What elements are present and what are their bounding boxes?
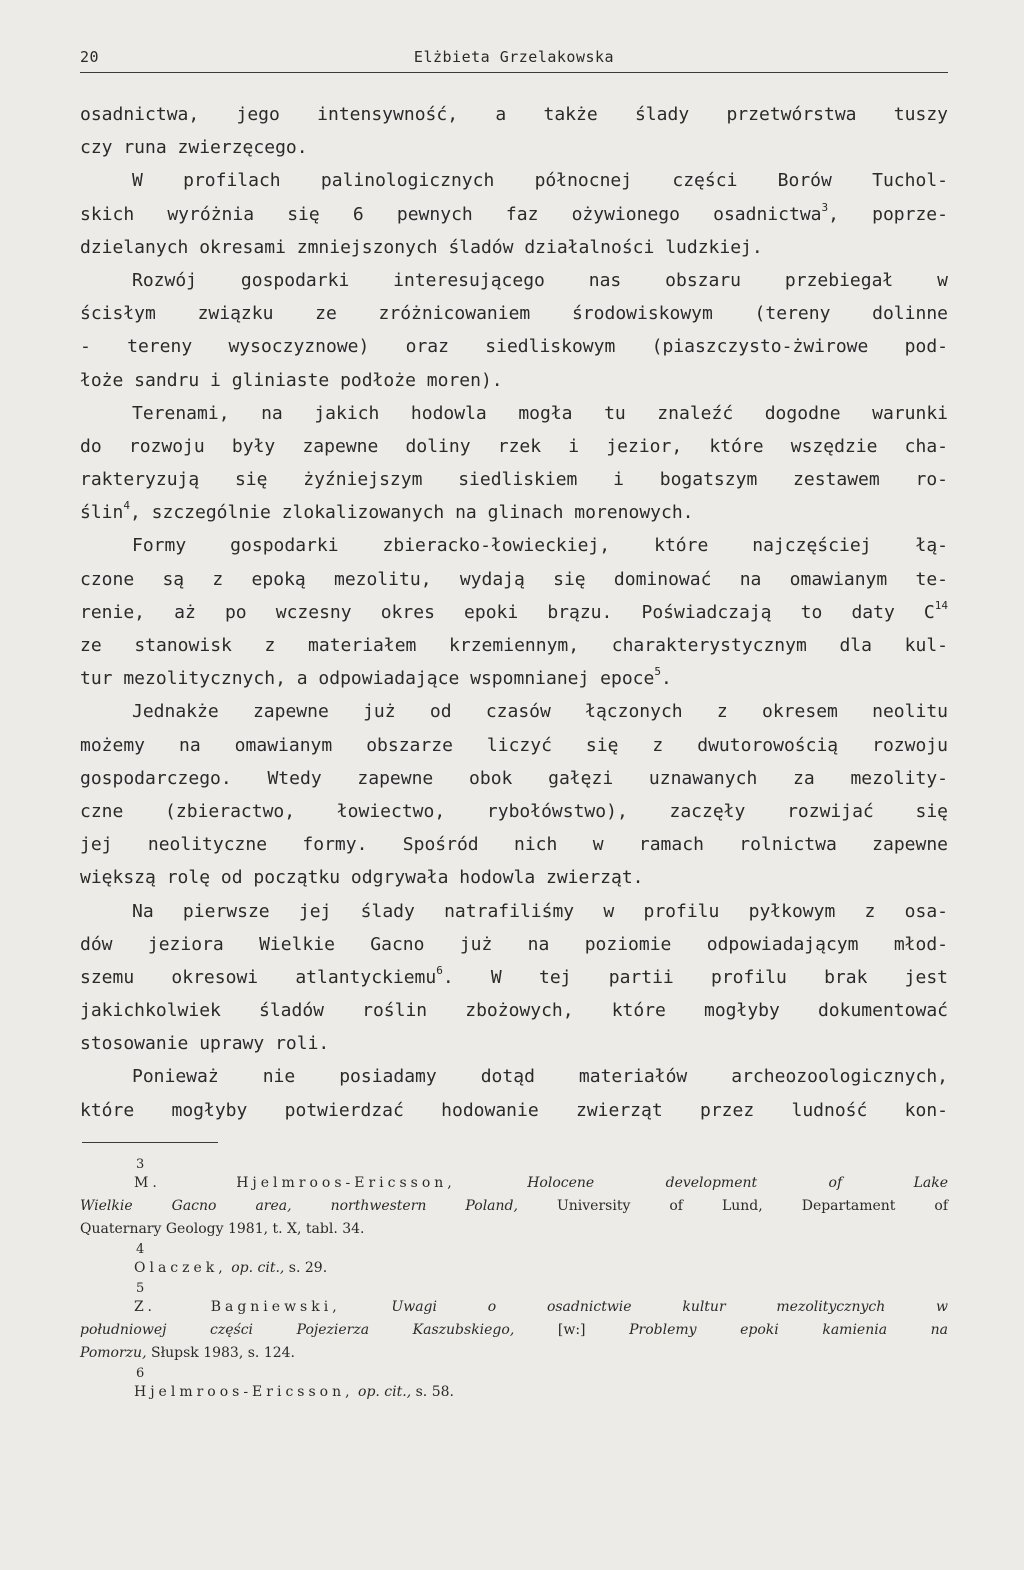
footnote-5-mark: 5 (136, 1281, 145, 1296)
footnote-3-line-2: Wielkie Gacno area, northwestern Poland, University of Lund, Departament of (80, 1198, 949, 1214)
footnote-6-line-1: Hjelmroos-Ericsson, op. cit., s. 58. (134, 1384, 454, 1400)
text-line: czone są z epoką mezolitu, wydają się dominować na omawianym te- (80, 568, 948, 590)
text-line: Jednakże zapewne już od czasów łączonych z okresem neolitu (132, 701, 948, 723)
text-line: Na pierwsze jej ślady natrafiliśmy w profilu pyłkowym z osa- (132, 900, 948, 922)
text-line: większą rolę od początku odgrywała hodowla zwierząt. (80, 867, 644, 889)
text-line: możemy na omawianym obszarze liczyć się z dwutorowością rozwoju (80, 734, 948, 756)
footnote-5-line-3: Pomorzu, Słupsk 1983, s. 124. (80, 1345, 295, 1361)
text-line: ze stanowisk z materiałem krzemiennym, charakterystycznym dla kul- (80, 635, 948, 656)
running-head-author: Elżbieta Grzelakowska (413, 48, 615, 66)
text-line: ślin$^4$, szczególnie zlokalizowanych na glinach morenowych. (80, 499, 694, 524)
main-text (80, 98, 948, 1127)
footnote-3-line-3: Quaternary Geology 1981, t. X, tabl. 34. (80, 1221, 365, 1237)
text-line: szemu okresowi atlantyckiemu$^6$. W tej partii profilu brak jest (80, 963, 949, 988)
text-line: gospodarczego. Wtedy zapewne obok gałęzi uznawanych za mezolity- (80, 767, 948, 789)
text-line: czne (zbieractwo, łowiectwo, rybołówstwo), zaczęły rozwijać się (80, 800, 948, 822)
text-line: jej neolityczne formy. Spośród nich w ramach rolnictwa zapewne (80, 834, 948, 856)
text-line: Terenami, na jakich hodowla mogła tu znaleźć dogodne warunki (132, 402, 948, 424)
page-header (80, 48, 948, 72)
footnote-reference: 6 (436, 963, 443, 977)
text-line: rakteryzują się żyźniejszym siedliskiem i bogatszym zestawem ro- (80, 469, 948, 491)
footnote-reference: 4 (123, 499, 130, 513)
text-line: Rozwój gospodarki interesującego nas obszaru przebiegał w (132, 269, 948, 291)
text-line: stosowanie uprawy roli. (80, 1033, 330, 1055)
text-line: Formy gospodarki zbieracko-łowieckiej, które najczęściej łą- (132, 535, 948, 557)
footnote-reference: 5 (654, 665, 661, 679)
footnote-4-line-1: Olaczek, op. cit., s. 29. (134, 1260, 328, 1276)
header-rule (80, 72, 948, 73)
text-line: które mogłyby potwierdzać hodowanie zwierząt przez ludność kon- (80, 1099, 948, 1121)
text-line: osadnictwa, jego intensywność, a także ślady przetwórstwa tuszy (80, 104, 948, 125)
footnote-separator (82, 1142, 218, 1143)
footnote-3-line-1: M. Hjelmroos-Ericsson, Holocene development of Lake (134, 1175, 948, 1191)
text-line: do rozwoju były zapewne doliny rzek i jezior, które wszędzie cha- (80, 435, 948, 457)
footnote-5-line-2: południowej części Pojezierza Kaszubskiego, [w:] Problemy epoki kamienia na (80, 1322, 949, 1338)
text-line: tur mezolitycznych, a odpowiadające wspomnianej epoce$^5$. (80, 665, 672, 690)
footnote-4-mark: 4 (136, 1242, 145, 1257)
text-line: Ponieważ nie posiadamy dotąd materiałów archeozoologicznych, (132, 1066, 948, 1088)
text-line: W profilach palinologicznych północnej części Borów Tuchol- (132, 170, 948, 192)
footnotes (80, 1156, 948, 1404)
text-line: łoże sandru i gliniaste podłoże moren). (80, 369, 503, 391)
text-line: ścisłym związku ze zróżnicowaniem środowiskowym (tereny dolinne (80, 303, 948, 325)
text-line: - tereny wysoczyznowe) oraz siedliskowym (piaszczysto-żwirowe pod- (80, 336, 948, 358)
footnote-3-mark: 3 (136, 1157, 145, 1172)
text-line: skich wyróżnia się 6 pewnych faz ożywionego osadnictwa$^3$, poprze- (80, 200, 948, 225)
footnote-reference: 3 (821, 200, 829, 214)
text-line: czy runa zwierzęcego. (80, 137, 308, 159)
text-line: dów jeziora Wielkie Gacno już na poziomie odpowiadającym młod- (80, 933, 948, 955)
footnote-reference: 14 (934, 598, 948, 612)
text-line: dzielanych okresami zmniejszonych śladów działalności ludzkiej. (80, 236, 763, 258)
page-number: 20 (80, 48, 100, 66)
text-line: jakichkolwiek śladów roślin zbożowych, które mogłyby dokumentować (80, 1000, 948, 1022)
footnote-5-line-1: Z. Bagniewski, Uwagi o osadnictwie kultur mezolitycznych w (134, 1299, 949, 1315)
footnote-6-mark: 6 (136, 1366, 145, 1381)
text-line: renie, aż po wczesny okres epoki brązu. Poświadczają to daty $C^{14}$ (80, 598, 948, 623)
